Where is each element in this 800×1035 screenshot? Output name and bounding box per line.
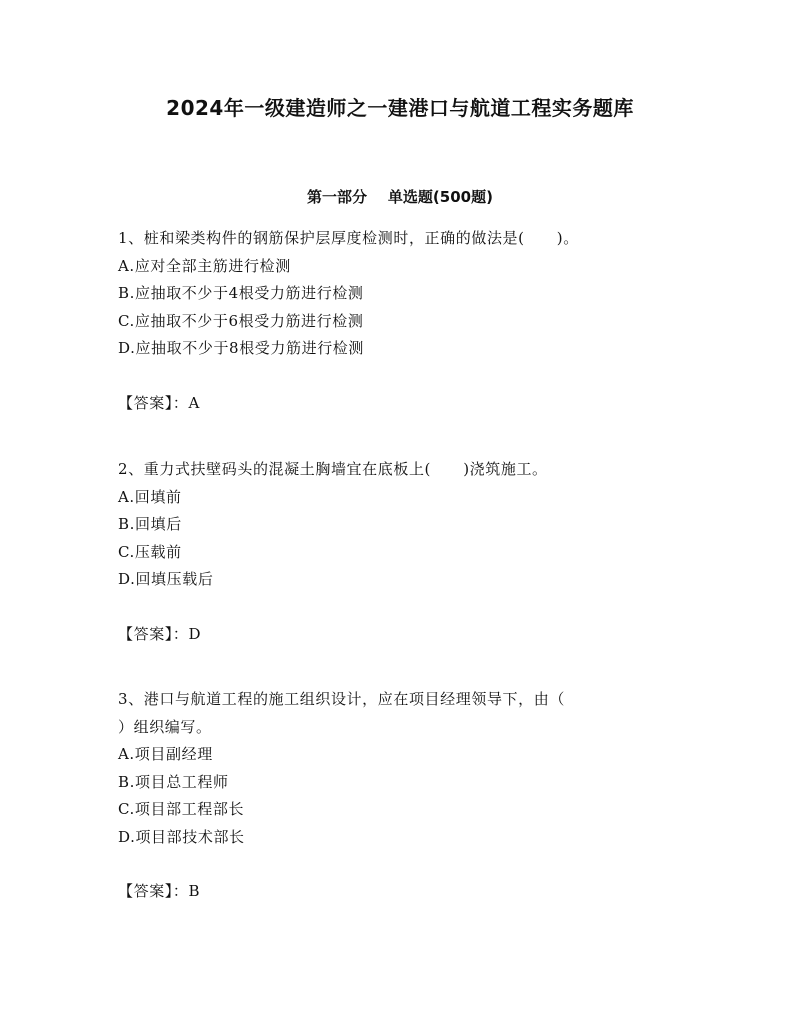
answer-label: 【答案】： <box>118 882 189 900</box>
question-stem-continued: ）组织编写。 <box>118 717 212 736</box>
option-c: C.应抽取不少于6根受力筋进行检测 <box>118 311 364 330</box>
option-b: B.回填后 <box>118 515 182 533</box>
option-d: D.应抽取不少于8根受力筋进行检测 <box>118 339 365 357</box>
option-a: A.应对全部主筋进行检测 <box>118 256 291 275</box>
option-d: D.回填压载后 <box>118 570 214 588</box>
question-2 <box>118 456 698 648</box>
option-b: B.项目总工程师 <box>118 772 229 791</box>
question-1 <box>118 225 698 417</box>
answer-line <box>118 621 698 649</box>
option-a: A.项目副经理 <box>118 745 213 763</box>
question-stem: 1、桩和梁类构件的钢筋保护层厚度检测时，正确的做法是( )。 <box>118 229 579 247</box>
question-stem: 3、港口与航道工程的施工组织设计，应在项目经理领导下，由（ <box>118 690 565 708</box>
answer-label: 【答案】： <box>118 624 189 643</box>
option-c: C.压载前 <box>118 542 182 561</box>
question-stem: 2、重力式扶壁码头的混凝土胸墙宜在底板上( )浇筑施工。 <box>118 460 548 478</box>
answer-line <box>118 878 698 906</box>
option-a: A.回填前 <box>118 487 182 506</box>
answer-label: 【答案】： <box>118 393 189 412</box>
option-d: D.项目部技术部长 <box>118 827 245 846</box>
question-3 <box>118 686 698 906</box>
answer-value: D <box>188 624 202 643</box>
answer-line <box>118 390 698 418</box>
section-title: 第一部分 单选题(500题) <box>307 188 493 206</box>
option-b: B.应抽取不少于4根受力筋进行检测 <box>118 284 364 302</box>
answer-value: B <box>188 882 201 900</box>
option-c: C.项目部工程部长 <box>118 800 245 818</box>
document-title: 2024年一级建造师之一建港口与航道工程实务题库 <box>166 96 634 120</box>
answer-value: A <box>188 393 200 412</box>
